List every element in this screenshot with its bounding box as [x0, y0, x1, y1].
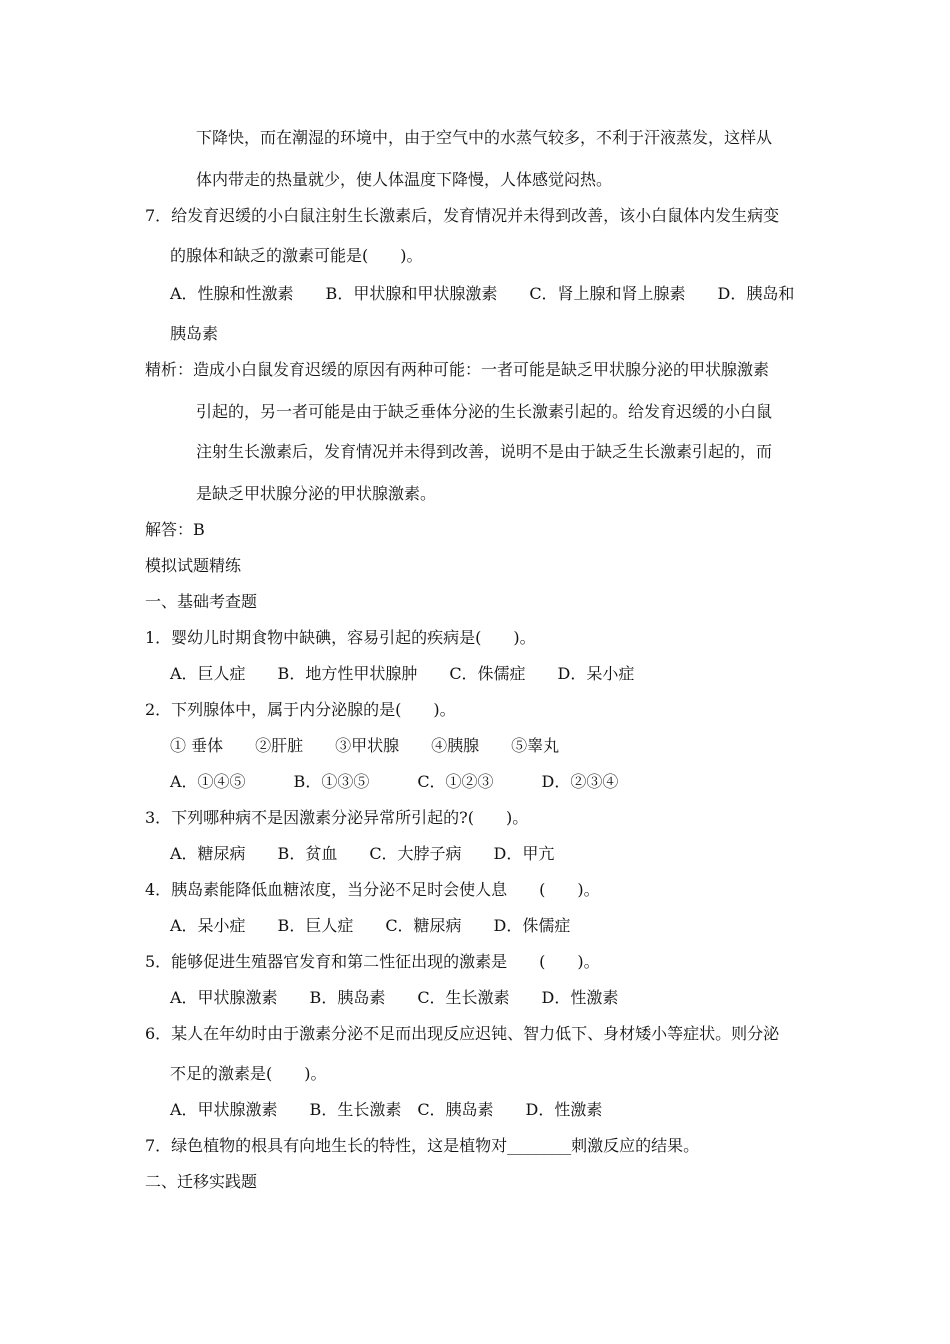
question-options: A．糖尿病 B．贫血 C．大脖子病 D．甲亢	[170, 844, 555, 863]
question-stem-continued: 不足的激素是( )。	[170, 1064, 327, 1083]
question-options: A．呆小症 B．巨人症 C．糖尿病 D．侏儒症	[170, 916, 571, 935]
part-title: 一、基础考查题	[145, 592, 258, 611]
question-options-continued: 胰岛素	[170, 324, 219, 343]
part-title: 二、迁移实践题	[145, 1172, 258, 1191]
question-options: A．①④⑤ B．①③⑤ C．①②③ D．②③④	[170, 772, 619, 791]
question-options: A．甲状腺激素 B．生长激素 C．胰岛素 D．性激素	[170, 1100, 603, 1119]
question-stem: 5．能够促进生殖器官发育和第二性征出现的激素是 ( )。	[145, 952, 600, 971]
analysis-line: 是缺乏甲状腺分泌的甲状腺激素。	[196, 484, 437, 503]
answer-line: 解答：B	[145, 520, 205, 539]
question-options: A．甲状腺激素 B．胰岛素 C．生长激素 D．性激素	[170, 988, 619, 1007]
question-stem: 7．绿色植物的根具有向地生长的特性，这是植物对________刺激反应的结果。	[145, 1136, 700, 1155]
question-stem: 1．婴幼儿时期食物中缺碘，容易引起的疾病是( )。	[145, 628, 536, 647]
question-options: A．巨人症 B．地方性甲状腺肿 C．侏儒症 D．呆小症	[170, 664, 635, 683]
question-stem: 6．某人在年幼时由于激素分泌不足而出现反应迟钝、智力低下、身材矮小等症状。则分泌	[145, 1024, 780, 1043]
analysis-line: 引起的，另一者可能是由于缺乏垂体分泌的生长激素引起的。给发育迟缓的小白鼠	[196, 402, 773, 421]
question-stem: 2．下列腺体中，属于内分泌腺的是( )。	[145, 700, 456, 719]
question-stem-continued: 的腺体和缺乏的激素可能是( )。	[170, 246, 423, 265]
analysis-tail-line: 体内带走的热量就少，使人体温度下降慢，人体感觉闷热。	[196, 170, 613, 189]
analysis-tail-line: 下降快，而在潮湿的环境中，由于空气中的水蒸气较多，不利于汗液蒸发，这样从	[196, 128, 773, 147]
question-stem: 7．给发育迟缓的小白鼠注射生长激素后，发育情况并未得到改善，该小白鼠体内发生病变	[145, 206, 780, 225]
question-stem: 4．胰岛素能降低血糖浓度，当分泌不足时会使人息 ( )。	[145, 880, 600, 899]
section-title: 模拟试题精练	[145, 556, 242, 575]
question-stem: 3．下列哪种病不是因激素分泌异常所引起的?( )。	[145, 808, 529, 827]
analysis-line: 精析：造成小白鼠发育迟缓的原因有两种可能：一者可能是缺乏甲状腺分泌的甲状腺激素	[145, 360, 770, 379]
question-items: ① 垂体 ②肝脏 ③甲状腺 ④胰腺 ⑤睾丸	[170, 736, 560, 755]
analysis-line: 注射生长激素后，发育情况并未得到改善，说明不是由于缺乏生长激素引起的，而	[196, 442, 773, 461]
question-options: A．性腺和性激素 B．甲状腺和甲状腺激素 C．肾上腺和肾上腺素 D．胰岛和	[170, 284, 795, 303]
